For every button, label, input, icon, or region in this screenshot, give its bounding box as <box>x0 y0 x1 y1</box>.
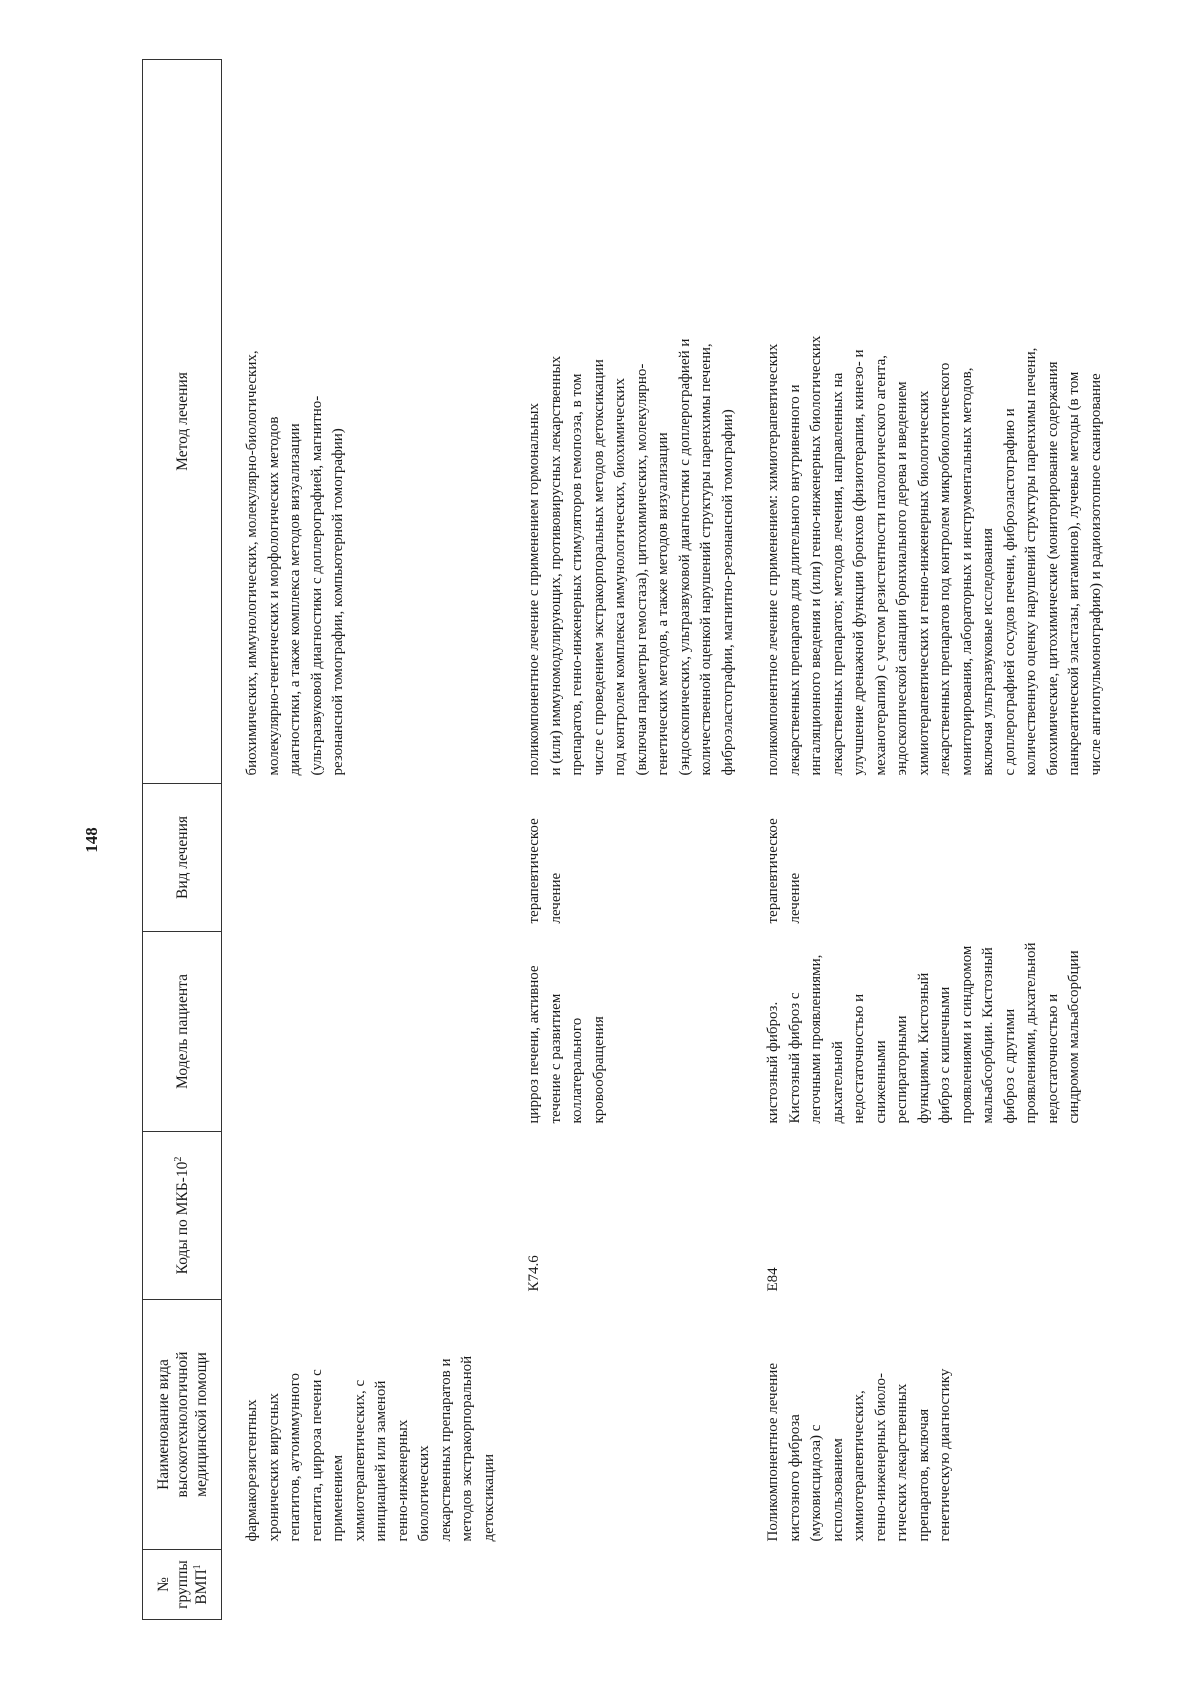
header-treatment-type: Вид лечения <box>143 784 222 932</box>
cell-treatment-method-text: поликомпонентное лечение с применением гормональных и (или) иммуномодулирующих, противовирусных лекарственных препаратов, генно-инженерных стимуляторов гемопоэза, в том числе с проведением экстракорпоральных методов детоксикации под контролем комплекса иммунологических, биохимических (включая параметры гемостаза), цитохимических, молекулярно- генетических методов, а также методов визуализации (эндоскопических, ультразвуковой диагностики с доплерографией и количественной оценкой нарушений структуры паренхимы печени, фиброэластографии, магнитно-резонансной томографии) <box>526 338 736 776</box>
cell-patient-model-text: кистозный фиброз. Кистозный фиброз с легочными проявлениями, дыхательной недостаточностью и сниженными респираторными функциями. Кистозный фиброз с кишечными проявлениями и синдромом мальабсорбции. Кистозный фиброз с другими проявлениями, дыхательной недостаточностью и синдромом мальабсорбции <box>765 942 1082 1124</box>
cell-group-number <box>222 1550 523 1620</box>
table-header-row <box>143 60 222 1620</box>
cell-treatment-type-text: терапевтическое лечение <box>526 818 564 924</box>
cell-name <box>761 1300 1129 1550</box>
cell-name-text: Поликомпонентное лечение кистозного фиброза (муковисцидоза) с использованием химиотерапевтических, генно-инженерных биоло- гических лекарственных препаратов, включая генетическую диагностику <box>765 1363 953 1542</box>
cell-name <box>522 1300 761 1550</box>
table-row <box>222 60 523 1620</box>
cell-codes <box>222 1132 523 1300</box>
table-row <box>522 60 761 1620</box>
cell-treatment-method <box>761 60 1129 784</box>
header-group-number-text: № группы ВМП <box>154 1560 210 1609</box>
cell-treatment-method <box>222 60 523 784</box>
cell-treatment-method <box>522 60 761 784</box>
header-patient-model: Модель пациента <box>143 932 222 1132</box>
cell-patient-model <box>222 932 523 1132</box>
cell-patient-model <box>761 932 1129 1132</box>
cell-treatment-method-text: поликомпонентное лечение с применением: химиотерапевтических лекарственных препаратов для длительного внутривенного и ингаляционного введения и (или) генно-инженерных биологических лекарственных препаратов; методов лечения, направленных на улучшение дренажной функции бронхов (физиотерапия, кинезо- и механотерапия) с учетом резистентности патологического агента, эндоскопической санации бронхиального дерева и введением химиотерапевтических и генно-инженерных биологических лекарственных препаратов под контролем микробиологического мониторирования, лабораторных и инструментальных методов, включая ультразвуковые исследования с доплерографией сосудов печени, фиброэластографию и количественную оценку нарушений структуры паренхимы печени, биохимические, цитохимические (мониторирование содержания панкреатической эластазы, витаминов), лучевые методы (в том числе ангиопульмонографию) и радиоизотопное сканирование <box>765 335 1104 776</box>
cell-group-number <box>761 1550 1129 1620</box>
cell-group-number <box>522 1550 761 1620</box>
cell-name <box>222 1300 523 1550</box>
cell-codes-text: К74.6 <box>526 1255 542 1292</box>
header-codes-text: Коды по МКБ-10 <box>173 1161 191 1275</box>
cell-name-text: фармакорезистентных хронических вирусных гепатитов, аутоиммунного гепатита, цирроза печени с применением химиотерапевтических, с инициацией или заменой генно-инженерных биологических лекарственных препаратов и методов экстракорпоральной детоксикации <box>244 1355 497 1542</box>
page-number: 148 <box>82 827 101 853</box>
header-group-number-footnote: 1 <box>191 1564 203 1570</box>
cell-codes-text: Е84 <box>765 1267 781 1292</box>
cell-patient-model <box>522 932 761 1132</box>
cell-treatment-type <box>761 784 1129 932</box>
header-name: Наименование вида высокотехнологичной медицинской помощи <box>143 1300 222 1550</box>
header-treatment-method: Метод лечения <box>143 60 222 784</box>
cell-treatment-method-text: биохимических, иммунологических, молекулярно-биологических, молекулярно-генетических и морфологических методов диагностики, а также комплекса методов визуализации (ультразвуковой диагностики с доплерографией, магнитно- резонансной томографии, компьютерной томографии) <box>244 350 346 776</box>
header-group-number <box>143 1550 222 1620</box>
cell-codes <box>761 1132 1129 1300</box>
cell-patient-model-text: цирроз печени, активное течение с развитием коллатерального кровообращения <box>526 965 607 1124</box>
cell-treatment-type <box>522 784 761 932</box>
cell-treatment-type-text: терапевтическое лечение <box>765 818 803 924</box>
table-row <box>761 60 1129 1620</box>
treatment-table <box>142 59 1129 1620</box>
header-codes-footnote: 2 <box>172 1156 184 1162</box>
rotated-content <box>72 60 1132 1620</box>
cell-treatment-type <box>222 784 523 932</box>
cell-codes <box>522 1132 761 1300</box>
header-codes <box>143 1132 222 1300</box>
